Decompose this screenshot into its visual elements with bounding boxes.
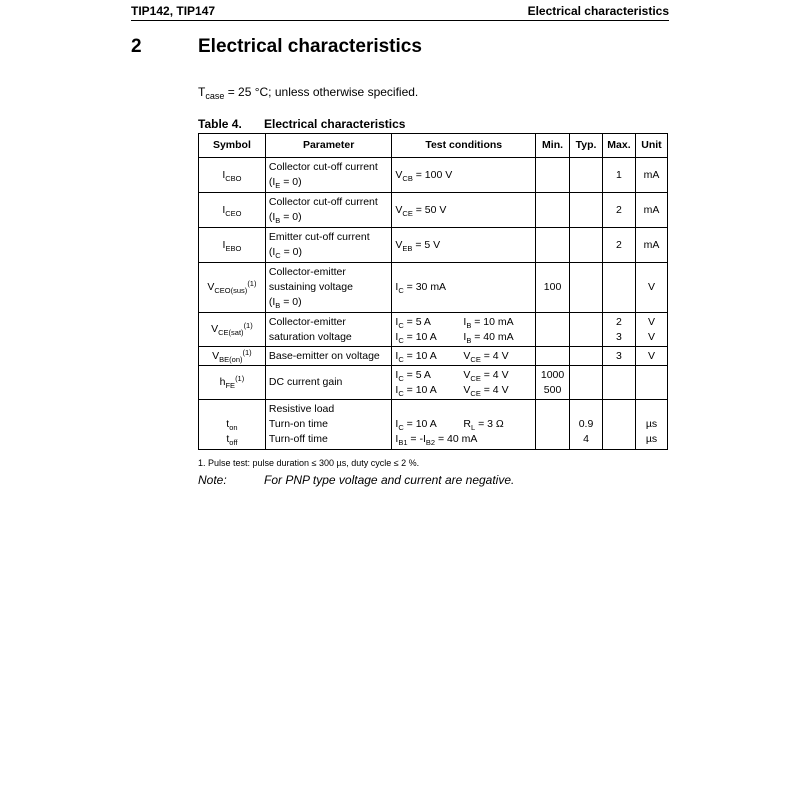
parameter-cell: Collector cut-off current $(I_E = 0)$ [265, 158, 392, 193]
max-cell: 2 [602, 193, 635, 228]
table-row [199, 263, 668, 313]
typ-cell [570, 193, 603, 228]
unit-cell [635, 366, 667, 400]
unit-cell: mA [635, 158, 667, 193]
test-conditions-cell: $I_C = 30$ mA [392, 263, 536, 313]
note [198, 473, 514, 487]
typ-cell: 0.9 4 [570, 400, 603, 450]
typ-cell [570, 263, 603, 313]
column-header: Max. [602, 134, 635, 158]
column-header: Min. [536, 134, 570, 158]
unit-cell: V [635, 263, 667, 313]
test-conditions-cell: $I_C = 10$ A $R_L = 3$ Ω $I_{B1} = -I_{B2} = 40$ mA [392, 400, 536, 450]
unit-cell: µs µs [635, 400, 667, 450]
unit-cell: mA [635, 228, 667, 263]
unit-cell: mA [635, 193, 667, 228]
parameter-cell: Collector-emitter sustaining voltage $(I_B = 0)$ [265, 263, 392, 313]
column-header: Symbol [199, 134, 266, 158]
min-cell [536, 347, 570, 366]
table-row [199, 158, 668, 193]
typ-cell [570, 158, 603, 193]
min-cell [536, 228, 570, 263]
column-header: Test conditions [392, 134, 536, 158]
symbol-cell: $I_{EBO}$ [199, 228, 266, 263]
test-conditions-cell: $V_{EB} = 5$ V [392, 228, 536, 263]
column-header: Unit [635, 134, 667, 158]
max-cell [602, 366, 635, 400]
header-part-number: TIP142, TIP147 [131, 4, 216, 18]
test-conditions-cell: $V_{CB} = 100$ V [392, 158, 536, 193]
note-text: For PNP type voltage and current are negative. [264, 473, 515, 487]
test-conditions-cell: $I_C = 5$ A $I_B = 10$ mA $I_C = 10$ A $I_B = 40$ mA [392, 313, 536, 347]
symbol-cell: $V_{CE(sat)}^{(1)}$ [199, 313, 266, 347]
test-conditions-cell: $V_{CE} = 50$ V [392, 193, 536, 228]
table-header-row [199, 134, 668, 158]
parameter-cell: Resistive load Turn-on time Turn-off time [265, 400, 392, 450]
electrical-characteristics-table [198, 133, 668, 450]
test-condition-note: $T_{case} = 25$ °C; unless otherwise specified. [198, 85, 419, 101]
page-header [131, 2, 669, 21]
symbol-cell: $I_{CBO}$ [199, 158, 266, 193]
typ-cell [570, 366, 603, 400]
symbol-cell: $V_{BE(on)}^{(1)}$ [199, 347, 266, 366]
min-cell: 1000 500 [536, 366, 570, 400]
parameter-cell: Emitter cut-off current $(I_C = 0)$ [265, 228, 392, 263]
header-section-title: Electrical characteristics [527, 4, 669, 18]
note-label: Note: [198, 473, 227, 487]
max-cell: 1 [602, 158, 635, 193]
min-cell [536, 193, 570, 228]
table-row [199, 347, 668, 366]
symbol-cell: $t_{on}$ $t_{off}$ [199, 400, 266, 450]
column-header: Parameter [265, 134, 392, 158]
typ-cell [570, 228, 603, 263]
parameter-cell: Base-emitter on voltage [265, 347, 392, 366]
max-cell: 3 [602, 347, 635, 366]
table-row [199, 400, 668, 450]
parameter-cell: DC current gain [265, 366, 392, 400]
symbol-cell: $V_{CEO(sus)}^{(1)}$ [199, 263, 266, 313]
parameter-cell: Collector cut-off current $(I_B = 0)$ [265, 193, 392, 228]
column-header: Typ. [570, 134, 603, 158]
parameter-cell: Collector-emitter saturation voltage [265, 313, 392, 347]
min-cell [536, 400, 570, 450]
max-cell [602, 263, 635, 313]
unit-cell: V [635, 347, 667, 366]
footnote: 1. Pulse test: pulse duration ≤ 300 µs, duty cycle ≤ 2 %. [198, 458, 420, 468]
min-cell: 100 [536, 263, 570, 313]
table-title: Electrical characteristics [264, 117, 406, 131]
min-cell [536, 158, 570, 193]
symbol-cell: $h_{FE}^{(1)}$ [199, 366, 266, 400]
unit-cell: V V [635, 313, 667, 347]
max-cell: 2 3 [602, 313, 635, 347]
symbol-cell: $I_{CEO}$ [199, 193, 266, 228]
test-conditions-cell: $I_C = 5$ A $V_{CE} = 4$ V $I_C = 10$ A $V_{CE} = 4$ V [392, 366, 536, 400]
table-number: Table 4. [198, 117, 242, 131]
table-row [199, 313, 668, 347]
typ-cell [570, 347, 603, 366]
max-cell [602, 400, 635, 450]
section-title: Electrical characteristics [198, 36, 422, 57]
typ-cell [570, 313, 603, 347]
section-number: 2 [131, 36, 142, 57]
min-cell [536, 313, 570, 347]
max-cell: 2 [602, 228, 635, 263]
table-row [199, 193, 668, 228]
table-row [199, 366, 668, 400]
table-row [199, 228, 668, 263]
test-conditions-cell: $I_C = 10$ A $V_{CE} = 4$ V [392, 347, 536, 366]
